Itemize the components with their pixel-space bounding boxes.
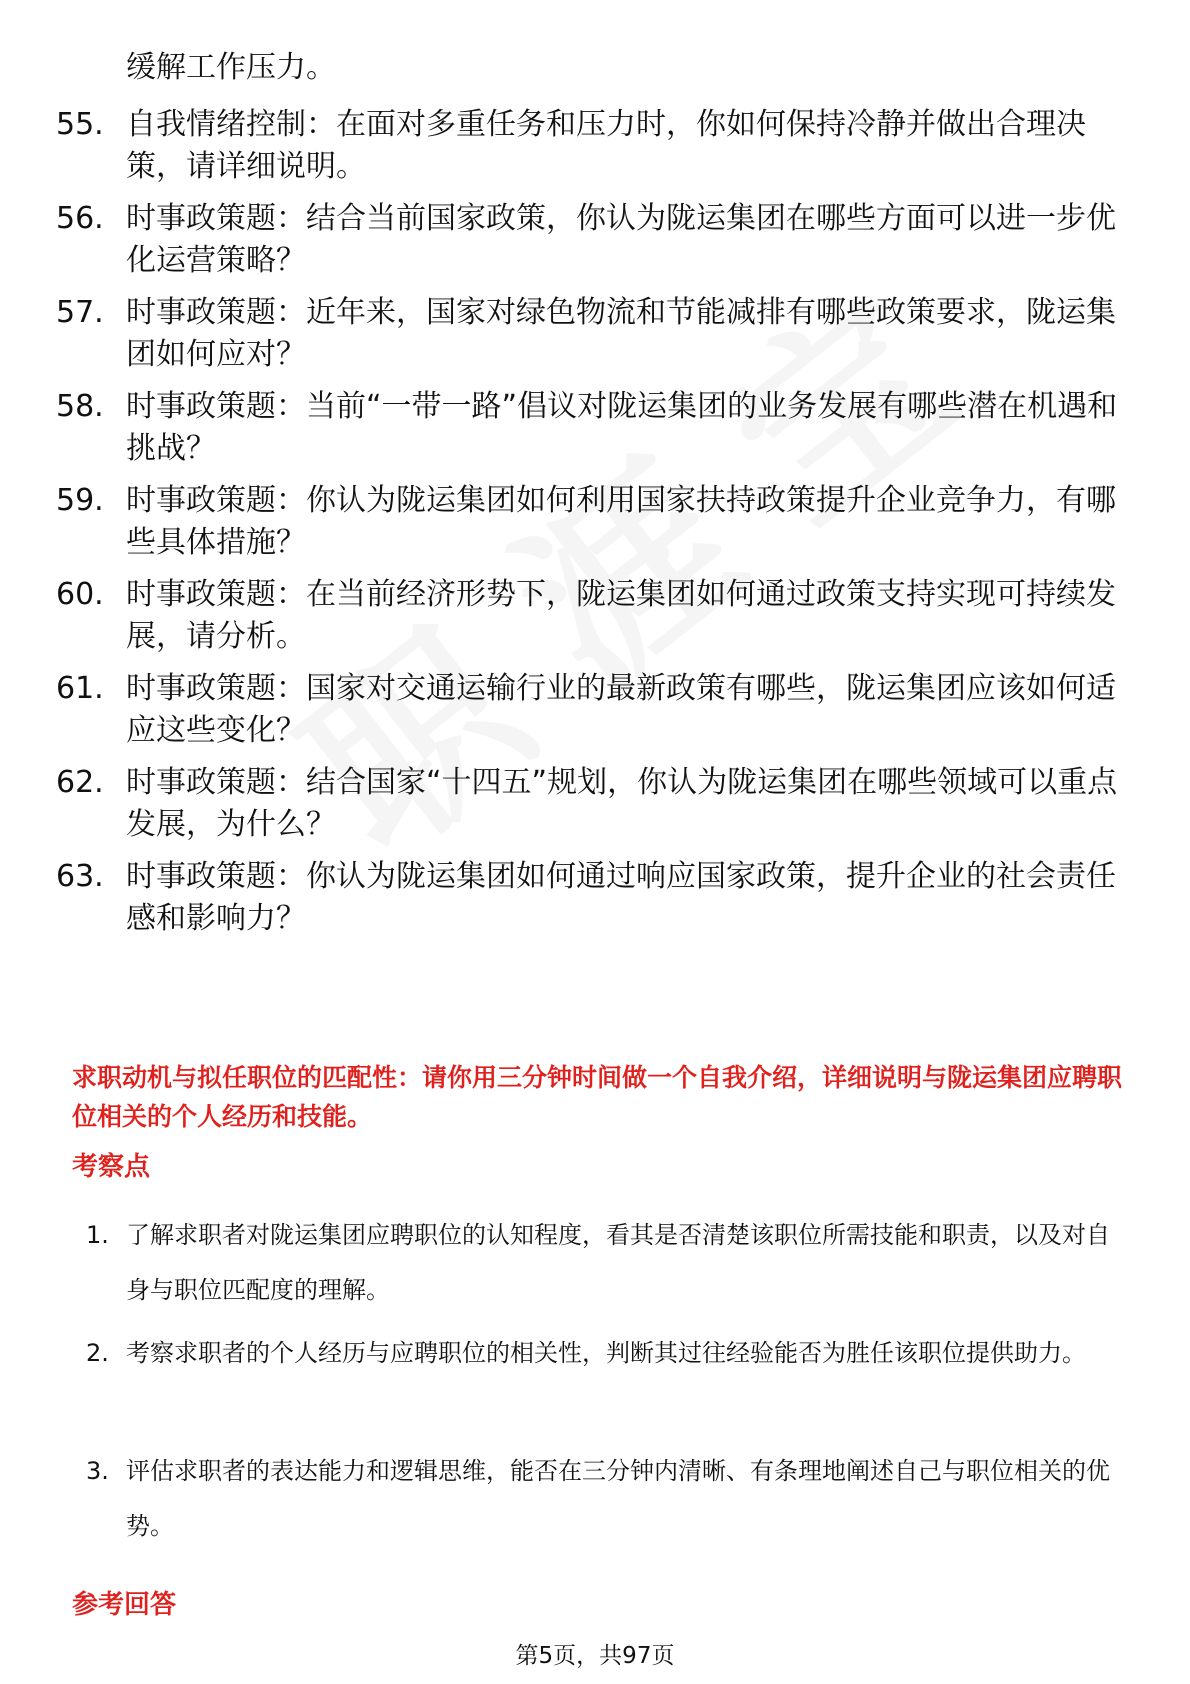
question-item [56, 386, 1136, 470]
question-number: 56. [56, 201, 104, 236]
exam-point-item [86, 1326, 1126, 1381]
question-item [56, 198, 1136, 282]
exam-point-number: 3. [86, 1457, 109, 1485]
question-number: 63. [56, 859, 104, 894]
exam-point-text: 评估求职者的表达能力和逻辑思维，能否在三分钟内清晰、有条理地阐述自己与职位相关的优势。 [126, 1457, 1110, 1540]
question-text: 时事政策题：在当前经济形势下，陇运集团如何通过政策支持实现可持续发展，请分析。 [126, 577, 1116, 654]
question-item [56, 292, 1136, 376]
question-number: 59. [56, 483, 104, 518]
question-item [56, 856, 1136, 940]
question-number: 57. [56, 295, 104, 330]
question-text: 时事政策题：当前“一带一路”倡议对陇运集团的业务发展有哪些潜在机遇和挑战？ [126, 389, 1118, 466]
question-text: 自我情绪控制：在面对多重任务和压力时，你如何保持冷静并做出合理决策，请详细说明。 [126, 107, 1086, 184]
question-item [56, 480, 1136, 564]
question-number: 61. [56, 671, 104, 706]
question-text: 时事政策题：结合国家“十四五”规划，你认为陇运集团在哪些领域可以重点发展，为什么？ [126, 765, 1118, 842]
question-item [56, 668, 1136, 752]
exam-point-number: 2. [86, 1339, 109, 1367]
page-number: 第5页，共97页 [515, 1643, 675, 1669]
question-text: 时事政策题：你认为陇运集团如何通过响应国家政策，提升企业的社会责任感和影响力？ [126, 859, 1116, 936]
exam-point-text: 考察求职者的个人经历与应聘职位的相关性，判断其过往经验能否为胜任该职位提供助力。 [126, 1339, 1086, 1367]
question-text: 时事政策题：国家对交通运输行业的最新政策有哪些，陇运集团应该如何适应这些变化？ [126, 671, 1116, 748]
exam-point-item [86, 1208, 1126, 1318]
question-number: 62. [56, 765, 104, 800]
reference-answer-heading: 参考回答 [72, 1590, 177, 1620]
exam-point-item [86, 1444, 1126, 1554]
question-item [56, 104, 1136, 188]
question-text: 时事政策题：结合当前国家政策，你认为陇运集团在哪些方面可以进一步优化运营策略？ [126, 201, 1116, 278]
continuation-text: 缓解工作压力。 [126, 50, 336, 85]
question-item [56, 574, 1136, 658]
question-item [56, 762, 1136, 846]
exam-points-heading: 考察点 [72, 1152, 151, 1182]
exam-point-number: 1. [86, 1221, 109, 1249]
question-number: 55. [56, 107, 104, 142]
question-text: 时事政策题：近年来，国家对绿色物流和节能减排有哪些政策要求，陇运集团如何应对？ [126, 295, 1116, 372]
question-number: 58. [56, 389, 104, 424]
section-title: 求职动机与拟任职位的匹配性：请你用三分钟时间做一个自我介绍，详细说明与陇运集团应聘职位相关的个人经历和技能。 [72, 1063, 1123, 1131]
question-number: 60. [56, 577, 104, 612]
exam-point-text: 了解求职者对陇运集团应聘职位的认知程度，看其是否清楚该职位所需技能和职责，以及对自身与职位匹配度的理解。 [126, 1221, 1110, 1304]
question-text: 时事政策题：你认为陇运集团如何利用国家扶持政策提升企业竞争力，有哪些具体措施？ [126, 483, 1116, 560]
